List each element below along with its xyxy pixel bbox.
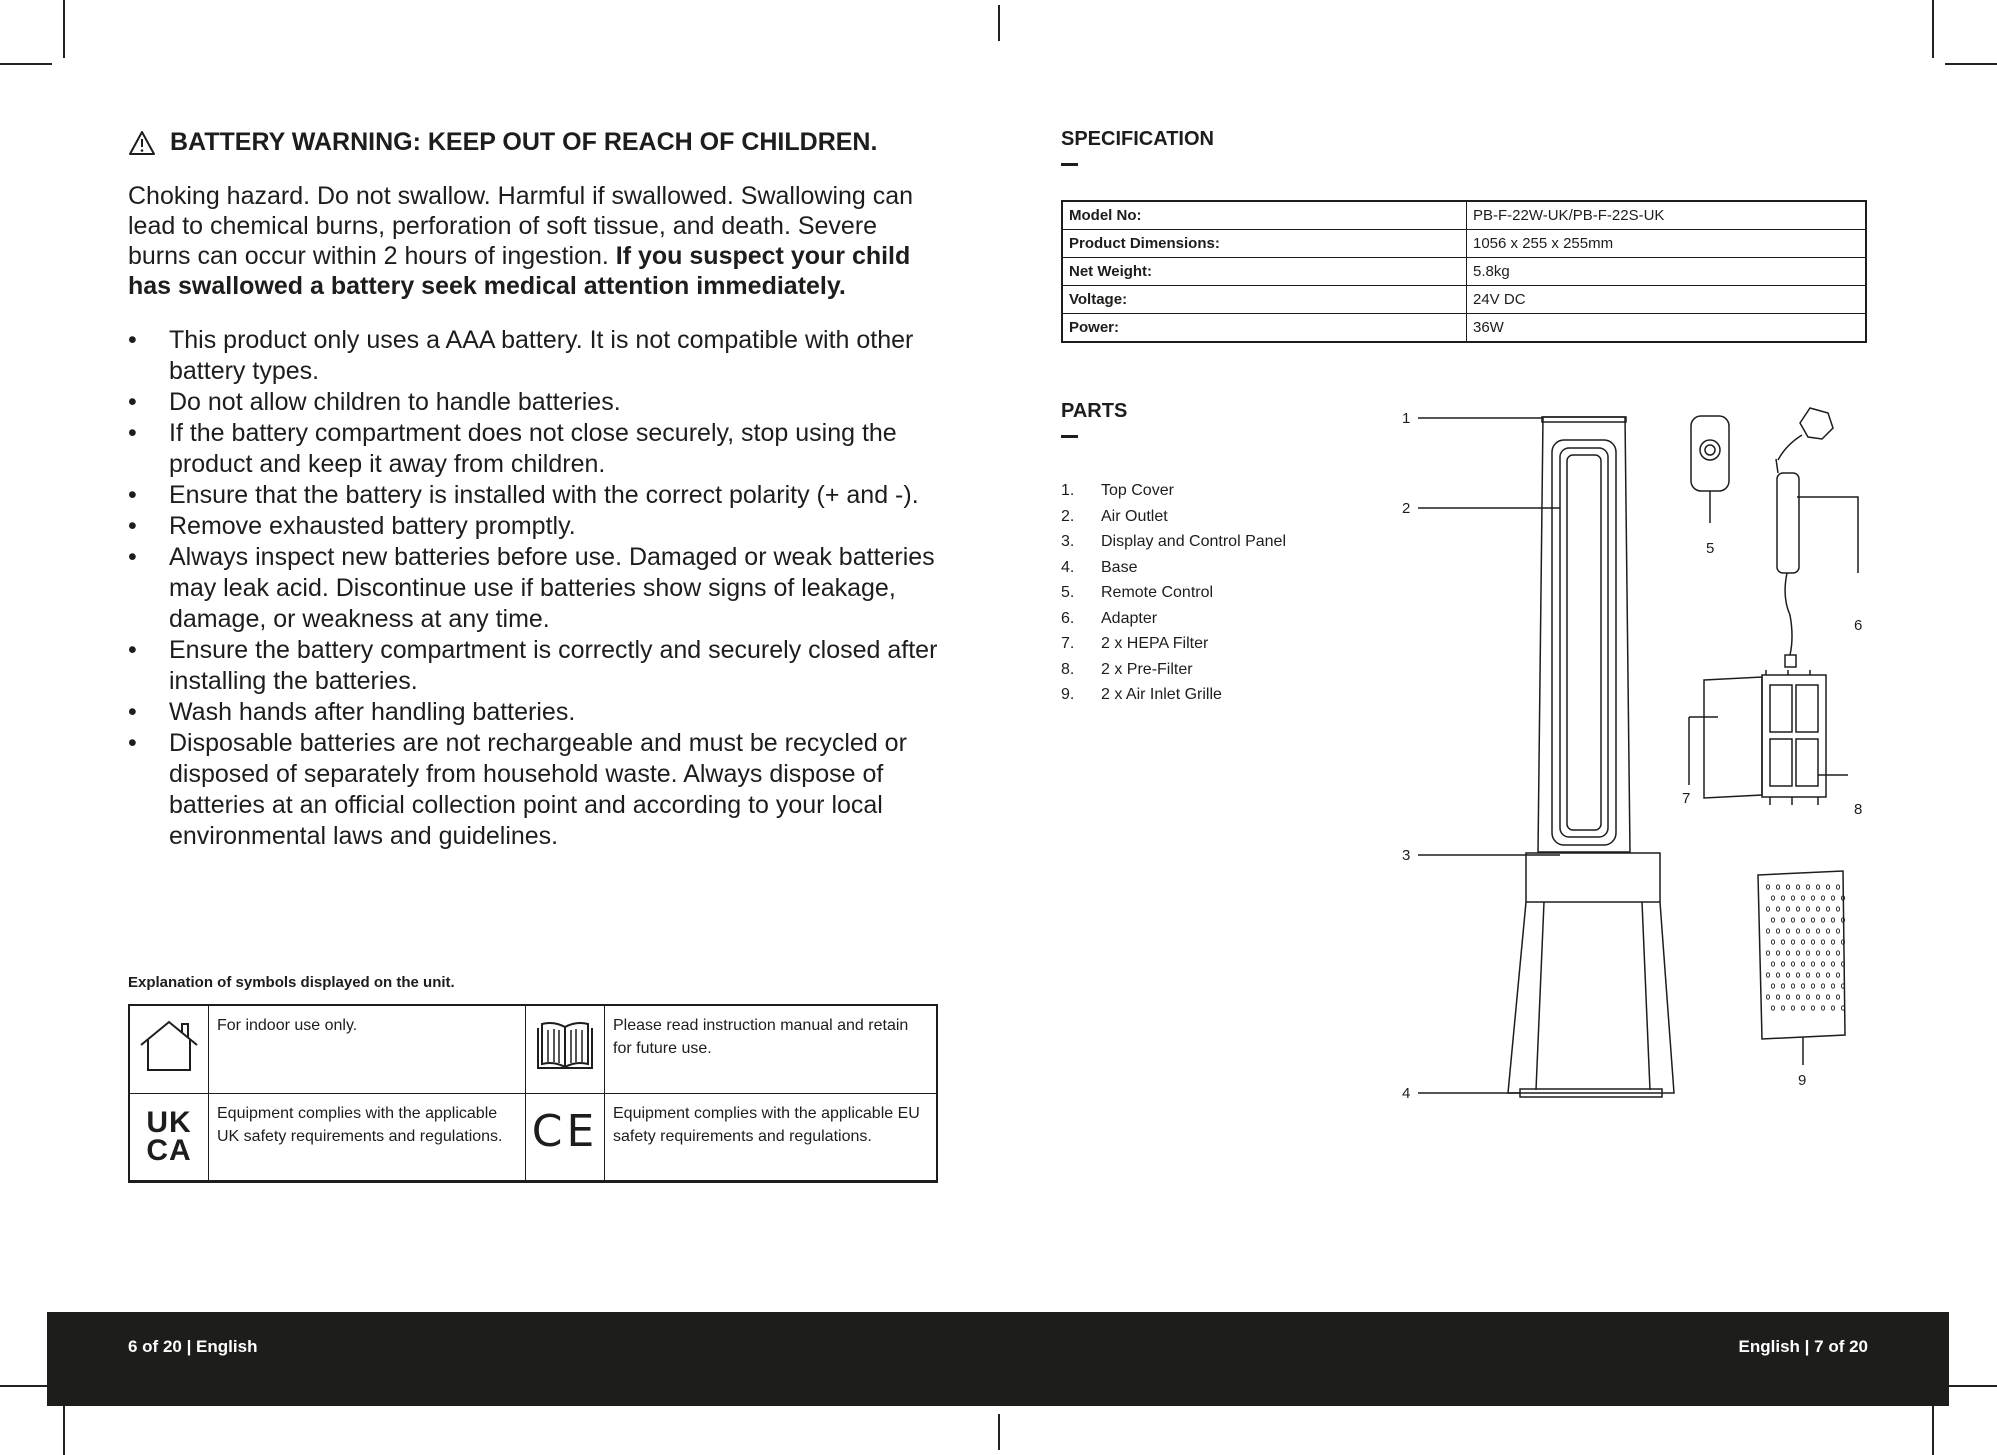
- grille-hole: [1816, 907, 1819, 911]
- part-label: Top Cover: [1101, 482, 1174, 499]
- grille-hole: [1801, 896, 1804, 900]
- callout-9: 9: [1798, 1072, 1807, 1089]
- intro-text: Choking hazard. Do not swallow. Harmful if swallowed. Swallowing can lead to chemical burns, perforation of soft tissue, and death. Severe burns can occur within 2 hours of ingestion.: [128, 182, 914, 270]
- table-row: [1062, 314, 1866, 343]
- grille-hole: [1821, 940, 1824, 944]
- parts-diagram: [1390, 405, 1890, 1105]
- grille-hole: [1826, 973, 1829, 977]
- part-label: Base: [1101, 558, 1138, 576]
- grille-hole: [1786, 973, 1789, 977]
- grille-hole: [1806, 973, 1809, 977]
- grille-hole: [1831, 896, 1834, 900]
- grille-hole: [1776, 951, 1779, 955]
- grille-hole: [1826, 951, 1829, 955]
- grille-hole: [1781, 918, 1784, 922]
- grille-hole: [1771, 962, 1774, 966]
- grille-hole: [1821, 984, 1824, 988]
- table-row: [1062, 230, 1866, 258]
- part-label: Display and Control Panel: [1101, 533, 1286, 550]
- part-number: 1.: [1061, 482, 1075, 499]
- table-row: [1062, 201, 1866, 230]
- grille-hole: [1796, 951, 1799, 955]
- grille-hole: [1836, 885, 1839, 889]
- grille-hole: [1786, 951, 1789, 955]
- grille-hole: [1831, 940, 1834, 944]
- intro-bold-text: If you suspect your child has swallowed a battery seek medical attention immediately.: [128, 242, 911, 300]
- tower-fan-drawing: [1508, 417, 1674, 1097]
- list-item: [1061, 631, 1286, 657]
- grille-hole: [1821, 918, 1824, 922]
- table-row: [1062, 258, 1866, 286]
- crop-mark: [0, 63, 52, 65]
- grille-hole: [1796, 885, 1799, 889]
- spec-value: PB-F-22W-UK/PB-F-22S-UK: [1467, 201, 1867, 230]
- callout-8: 8: [1854, 801, 1863, 818]
- symbol-icon-cell: [129, 1093, 209, 1181]
- grille-hole: [1766, 885, 1769, 889]
- callout-4: 4: [1402, 1085, 1411, 1102]
- spec-label: Net Weight:: [1062, 258, 1467, 286]
- symbol-icon-cell: [526, 1005, 605, 1093]
- grille-hole: [1766, 973, 1769, 977]
- title-underline: [1061, 435, 1078, 438]
- list-item: [1061, 504, 1286, 530]
- grille-hole: [1806, 885, 1809, 889]
- part-number: 3.: [1061, 533, 1075, 550]
- grille-hole: [1821, 896, 1824, 900]
- grille-hole: [1806, 929, 1809, 933]
- part-label: Remote Control: [1101, 584, 1214, 601]
- list-item: • This product only uses a AAA battery. It is not compatible with other battery types.: [128, 325, 938, 387]
- symbols-table: [128, 1004, 938, 1183]
- list-item: [1061, 478, 1286, 504]
- battery-safety-list: [128, 325, 938, 852]
- list-item: • Always inspect new batteries before use. Damaged or weak batteries may leak acid. Discontinue use if batteries show signs of leakage, damage, or weakness at any time.: [128, 542, 938, 635]
- symbol-text: Equipment complies with the applicable UK safety requirements and regulations.: [209, 1093, 526, 1181]
- grille-hole: [1816, 885, 1819, 889]
- grille-hole: [1771, 984, 1774, 988]
- grille-hole: [1791, 962, 1794, 966]
- symbol-icon-cell: [129, 1005, 209, 1093]
- grille-hole: [1781, 896, 1784, 900]
- grille-hole: [1781, 962, 1784, 966]
- grille-hole: [1826, 995, 1829, 999]
- spec-value: 5.8kg: [1467, 258, 1867, 286]
- book-icon: [534, 1018, 596, 1074]
- list-item: [1061, 529, 1286, 555]
- symbol-icon-cell: [526, 1093, 605, 1181]
- parts-list: [1061, 478, 1286, 708]
- grille-hole: [1786, 885, 1789, 889]
- grille-hole: [1766, 951, 1769, 955]
- list-item: • Ensure that the battery is installed with the correct polarity (+ and -).: [128, 480, 938, 511]
- part-label: Air Outlet: [1101, 507, 1168, 525]
- part-number: 7.: [1061, 635, 1075, 652]
- grille-hole: [1771, 918, 1774, 922]
- grille-hole: [1776, 973, 1779, 977]
- grille-hole: [1816, 929, 1819, 933]
- grille-holes: [1766, 885, 1844, 1010]
- grille-hole: [1796, 973, 1799, 977]
- grille-hole: [1811, 918, 1814, 922]
- grille-hole: [1811, 984, 1814, 988]
- grille-hole: [1811, 896, 1814, 900]
- part-number: 4.: [1061, 558, 1075, 576]
- grille-hole: [1771, 1006, 1774, 1010]
- remote-control-drawing: [1691, 416, 1729, 523]
- table-row: [129, 1093, 937, 1181]
- house-icon: [138, 1018, 200, 1074]
- spec-value: 1056 x 255 x 255mm: [1467, 230, 1867, 258]
- grille-hole: [1801, 1006, 1804, 1010]
- grille-hole: [1791, 984, 1794, 988]
- right-page: [1061, 128, 1871, 166]
- symbol-text: Please read instruction manual and retain for future use.: [605, 1005, 938, 1093]
- grille-hole: [1816, 951, 1819, 955]
- crop-mark: [0, 1385, 52, 1387]
- spec-label: Model No:: [1062, 201, 1467, 230]
- grille-hole: [1811, 962, 1814, 966]
- list-item: [1061, 555, 1286, 581]
- spec-label: Power:: [1062, 314, 1467, 343]
- battery-warning-heading: [128, 128, 938, 157]
- spec-label: Voltage:: [1062, 286, 1467, 314]
- list-item: • Remove exhausted battery promptly.: [128, 511, 938, 542]
- callout-6: 6: [1854, 617, 1863, 634]
- crop-mark: [63, 0, 65, 58]
- callout-2: 2: [1402, 500, 1411, 517]
- part-number: 9.: [1061, 686, 1075, 703]
- warning-title: BATTERY WARNING: KEEP OUT OF REACH OF CHILDREN.: [170, 128, 878, 156]
- grille-hole: [1836, 929, 1839, 933]
- ukca-mark: [134, 1105, 204, 1167]
- list-item: [1061, 580, 1286, 606]
- callout-5: 5: [1706, 540, 1715, 557]
- grille-hole: [1801, 962, 1804, 966]
- title-underline: [1061, 163, 1078, 166]
- crop-mark: [1945, 1385, 1997, 1387]
- grille-hole: [1781, 984, 1784, 988]
- filter-drawing: [1689, 670, 1848, 805]
- warning-triangle-icon: [128, 130, 156, 156]
- spec-value: 36W: [1467, 314, 1867, 343]
- choking-hazard-text: [128, 181, 938, 301]
- spec-value: 24V DC: [1467, 286, 1867, 314]
- callout-7: 7: [1682, 790, 1691, 807]
- page-footer: [47, 1312, 1949, 1406]
- grille-hole: [1771, 896, 1774, 900]
- parts-heading: [1061, 400, 1127, 438]
- table-row: [129, 1005, 937, 1093]
- grille-hole: [1791, 896, 1794, 900]
- grille-hole: [1791, 1006, 1794, 1010]
- grille-hole: [1766, 929, 1769, 933]
- grille-hole: [1791, 940, 1794, 944]
- grille-hole: [1831, 918, 1834, 922]
- table-row: [1062, 286, 1866, 314]
- crop-mark: [1945, 63, 1997, 65]
- grille-hole: [1781, 940, 1784, 944]
- part-number: 5.: [1061, 584, 1075, 601]
- specification-table: [1061, 200, 1867, 343]
- grille-hole: [1776, 885, 1779, 889]
- symbol-text: Equipment complies with the applicable EU safety requirements and regulations.: [605, 1093, 938, 1181]
- specification-title: SPECIFICATION: [1061, 128, 1214, 150]
- part-number: 2.: [1061, 507, 1075, 525]
- grille-hole: [1836, 973, 1839, 977]
- grille-hole: [1776, 929, 1779, 933]
- list-item: • Ensure the battery compartment is correctly and securely closed after installing the batteries.: [128, 635, 938, 697]
- list-item: • If the battery compartment does not close securely, stop using the product and keep it away from children.: [128, 418, 938, 480]
- list-item: [1061, 682, 1286, 708]
- grille-hole: [1806, 951, 1809, 955]
- ce-mark: CE: [531, 1106, 599, 1157]
- parts-title: PARTS: [1061, 400, 1128, 422]
- grille-hole: [1831, 984, 1834, 988]
- adapter-drawing: [1776, 408, 1858, 667]
- grille-hole: [1831, 962, 1834, 966]
- list-item: • Do not allow children to handle batteries.: [128, 387, 938, 418]
- part-label: 2 x Pre-Filter: [1101, 660, 1193, 678]
- grille-hole: [1786, 929, 1789, 933]
- symbol-text: For indoor use only.: [209, 1005, 526, 1093]
- grille-hole: [1826, 885, 1829, 889]
- grille-hole: [1801, 940, 1804, 944]
- grille-hole: [1801, 918, 1804, 922]
- grille-hole: [1811, 1006, 1814, 1010]
- grille-hole: [1781, 1006, 1784, 1010]
- grille-hole: [1796, 907, 1799, 911]
- left-page: [128, 128, 938, 852]
- grille-hole: [1831, 1006, 1834, 1010]
- part-label: 2 x Air Inlet Grille: [1101, 686, 1222, 703]
- list-item: [1061, 606, 1286, 632]
- grille-hole: [1836, 995, 1839, 999]
- callout-1: 1: [1402, 410, 1411, 427]
- grille-hole: [1806, 907, 1809, 911]
- grille-hole: [1806, 995, 1809, 999]
- footer-right-page-number: English | 7 of 20: [1738, 1337, 1868, 1356]
- part-label: 2 x HEPA Filter: [1101, 635, 1209, 652]
- grille-hole: [1791, 918, 1794, 922]
- grille-hole: [1776, 907, 1779, 911]
- grille-hole: [1816, 995, 1819, 999]
- list-item: • Wash hands after handling batteries.: [128, 697, 938, 728]
- footer-left-page-number: 6 of 20 | English: [128, 1337, 258, 1356]
- part-number: 8.: [1061, 660, 1075, 678]
- grille-hole: [1771, 940, 1774, 944]
- grille-hole: [1766, 995, 1769, 999]
- crop-mark: [1932, 0, 1934, 58]
- grille-hole: [1776, 995, 1779, 999]
- grille-hole: [1836, 907, 1839, 911]
- grille-hole: [1796, 929, 1799, 933]
- crop-mark: [998, 5, 1000, 41]
- part-label: Adapter: [1101, 609, 1158, 627]
- ukca-mark-text: UKCA: [146, 1105, 192, 1167]
- list-item: • Disposable batteries are not rechargeable and must be recycled or disposed of separately from household waste. Always dispose of batteries at an official collection point and according to your local environmental laws and guidelines.: [128, 728, 938, 852]
- grille-hole: [1786, 995, 1789, 999]
- grille-hole: [1766, 907, 1769, 911]
- grille-hole: [1816, 973, 1819, 977]
- grille-hole: [1826, 907, 1829, 911]
- grille-hole: [1826, 929, 1829, 933]
- crop-mark: [998, 1414, 1000, 1450]
- grille-hole: [1801, 984, 1804, 988]
- grille-hole: [1796, 995, 1799, 999]
- symbols-title: Explanation of symbols displayed on the unit.: [128, 974, 455, 991]
- grille-hole: [1821, 962, 1824, 966]
- spec-label: Product Dimensions:: [1062, 230, 1467, 258]
- list-item: [1061, 657, 1286, 683]
- part-number: 6.: [1061, 609, 1075, 627]
- grille-hole: [1811, 940, 1814, 944]
- grille-hole: [1836, 951, 1839, 955]
- callout-3: 3: [1402, 847, 1411, 864]
- grille-hole: [1821, 1006, 1824, 1010]
- grille-hole: [1786, 907, 1789, 911]
